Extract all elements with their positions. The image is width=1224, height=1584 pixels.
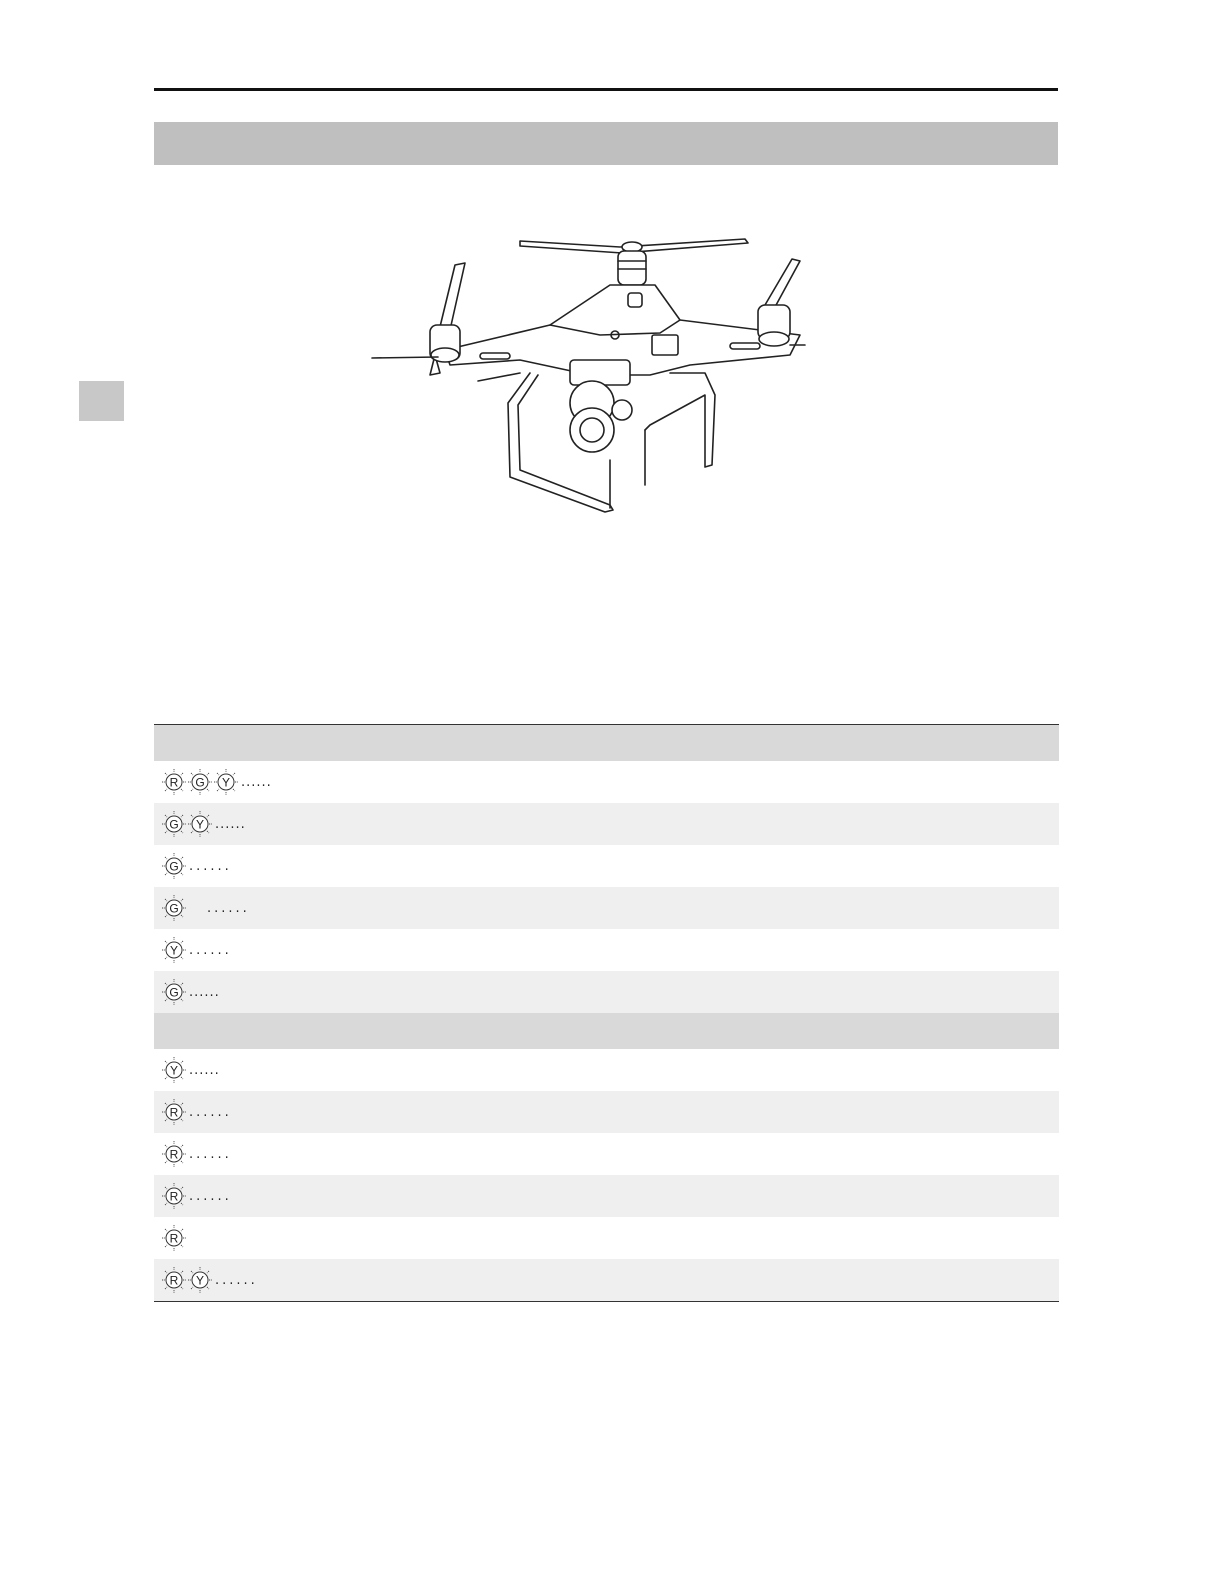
led-sequence: [161, 936, 232, 964]
led-sequence: [161, 1182, 232, 1210]
led-sequence: [161, 1224, 187, 1252]
chapter-tab: [79, 381, 124, 421]
led-color-letter: Y: [221, 775, 231, 790]
table-row: [154, 1049, 1059, 1091]
table-row: [154, 845, 1059, 887]
blink-pattern-dots: ......: [189, 1062, 220, 1078]
blink-pattern-dots: ......: [207, 900, 250, 916]
led-sequence: [161, 768, 272, 796]
led-color-letter: G: [169, 859, 179, 874]
blink-pattern-dots: ......: [189, 984, 220, 1000]
led-sequence: [161, 894, 250, 922]
table-row: [154, 971, 1059, 1013]
led-sequence: [161, 1140, 232, 1168]
blink-pattern-dots: ......: [215, 1272, 258, 1288]
blinking-led-icon: [161, 1098, 187, 1126]
blinking-led-icon: [161, 810, 187, 838]
led-sequence: [161, 1098, 232, 1126]
blinking-led-icon: [187, 768, 213, 796]
led-sequence: [161, 852, 232, 880]
led-color-letter: R: [169, 1273, 179, 1288]
table-row: [154, 1259, 1059, 1301]
led-sequence: [161, 978, 220, 1006]
led-color-letter: R: [169, 1147, 179, 1162]
led-color-letter: G: [169, 901, 179, 916]
table-row: [154, 803, 1059, 845]
blinking-led-icon: [187, 810, 213, 838]
led-color-letter: R: [169, 1105, 179, 1120]
table-row: [154, 761, 1059, 803]
blinking-led-icon: [187, 1266, 213, 1294]
blinking-led-icon: [161, 1224, 187, 1252]
blink-pattern-dots: ......: [241, 774, 272, 790]
blinking-led-icon: [161, 894, 187, 922]
blinking-led-icon: [213, 768, 239, 796]
led-color-letter: Y: [169, 1063, 179, 1078]
blinking-led-icon: [161, 978, 187, 1006]
blinking-led-icon: [161, 1140, 187, 1168]
led-sequence: [161, 1056, 220, 1084]
blink-pattern-dots: ......: [189, 942, 232, 958]
led-sequence: [161, 810, 246, 838]
blinking-led-icon: [161, 1182, 187, 1210]
section-title-band: [154, 122, 1058, 165]
led-indicator-table: [154, 724, 1059, 1302]
led-color-letter: R: [169, 775, 179, 790]
led-sequence: [161, 1266, 258, 1294]
table-row: [154, 1091, 1059, 1133]
led-color-letter: R: [169, 1189, 179, 1204]
aircraft-illustration: [360, 225, 820, 520]
led-color-letter: Y: [195, 1273, 205, 1288]
blink-pattern-dots: ......: [189, 1188, 232, 1204]
blink-pattern-dots: ......: [189, 1146, 232, 1162]
blinking-led-icon: [161, 768, 187, 796]
table-group-header: [154, 725, 1059, 761]
table-row: [154, 929, 1059, 971]
blink-pattern-dots: ......: [189, 1104, 232, 1120]
table-row: [154, 1217, 1059, 1259]
led-color-letter: G: [169, 985, 179, 1000]
led-color-letter: G: [169, 817, 179, 832]
table-row: [154, 1175, 1059, 1217]
header-rule: [154, 88, 1058, 91]
blinking-led-icon: [161, 936, 187, 964]
blink-pattern-dots: ......: [189, 858, 232, 874]
led-color-letter: Y: [169, 943, 179, 958]
table-row: [154, 887, 1059, 929]
led-color-letter: R: [169, 1231, 179, 1246]
blinking-led-icon: [161, 852, 187, 880]
table-group-header: [154, 1013, 1059, 1049]
table-row: [154, 1133, 1059, 1175]
blinking-led-icon: [161, 1056, 187, 1084]
led-color-letter: G: [195, 775, 205, 790]
led-color-letter: Y: [195, 817, 205, 832]
blink-pattern-dots: ......: [215, 816, 246, 832]
blinking-led-icon: [161, 1266, 187, 1294]
